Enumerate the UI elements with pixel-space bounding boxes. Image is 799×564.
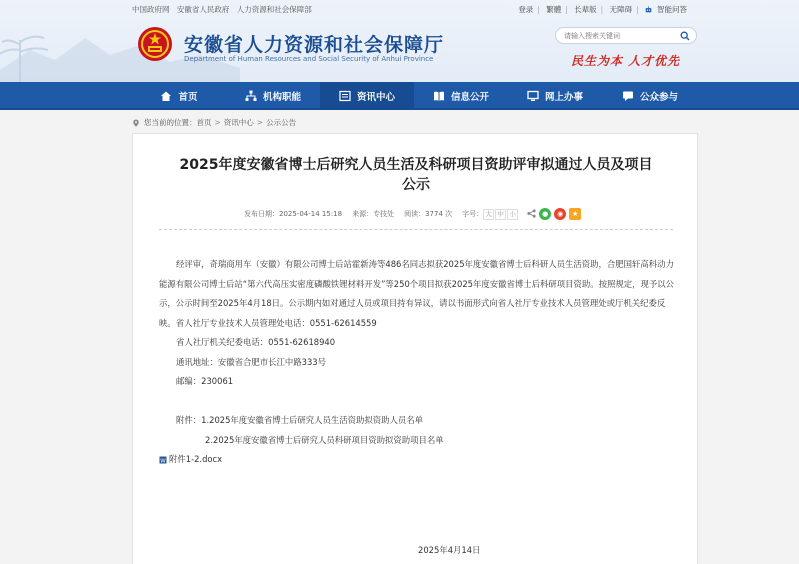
font-size-medium-button[interactable]: 中 [495,209,506,220]
news-icon [339,90,351,102]
link-anhui-gov[interactable]: 安徽省人民政府 [176,5,230,14]
article-container [132,133,698,564]
article-title: 2025年度安徽省博士后研究人员生活及科研项目资助评审拟通过人员及项目公示 [179,157,653,193]
attachment-1: 附件：1.2025年度安徽省博士后研究人员生活资助拟资助人员名单 [176,415,424,425]
article-meta [244,208,581,220]
home-icon [160,90,172,102]
postcode: 邮编：230061 [176,376,234,386]
breadcrumb-separator: > [214,118,221,127]
publish-date: 发布日期：2025-04-14 15:18 [244,210,343,218]
slogan: 民生为本 人才优先 [571,54,681,68]
font-size-large-button[interactable]: 大 [483,209,494,220]
breadcrumb-home[interactable]: 首页 [196,118,212,127]
article-body [159,255,677,470]
svg-text:W: W [160,458,166,464]
font-size-label: 字号： [462,210,484,218]
main-nav [0,82,799,110]
attachment-file-link[interactable]: W 附件1-2.docx [160,454,223,464]
font-size-small-button[interactable]: 小 [507,209,518,220]
elder-mode-link[interactable]: 长辈版 [574,5,597,14]
favorite-star-icon[interactable]: ★ [569,208,581,220]
nav-organization[interactable]: 机构职能 [226,82,320,110]
breadcrumb-separator: > [256,118,264,127]
link-mohrss[interactable]: 人力资源和社会保障部 [236,5,312,14]
search-box [555,27,697,44]
breadcrumb-notice[interactable]: 公示公告 [266,118,297,127]
org-icon [245,90,257,102]
location-pin-icon [132,119,140,127]
breadcrumb-news[interactable]: 资讯中心 [223,118,254,127]
weibo-share-icon[interactable]: ◉ [554,208,566,220]
nav-news-center[interactable]: 资讯中心 [320,82,414,110]
body-paragraph: 经评审，奇瑞商用车（安徽）有限公司博士后站霍新涛等486名同志拟获2025年度安徽省博士后科研人员生活资助，合肥国轩高科动力能源有限公司博士后站“第六代高压实密度磷酸铁锂材料开发”等250个项目拟获2025年度安徽省博士后科研项目资助。按照规定，现予以公示，公示时间至2025年4月18日。公示期内如对通过人员或项目持有异议，请以书面形式向省人社厅专业技术人员管理处或厅机关纪委反映。省人社厅专业技术人员管理处电话：0551-62614559 [159,259,674,328]
nav-home[interactable]: 首页 [132,82,226,110]
chat-icon [622,90,634,102]
traditional-link[interactable]: 繁體 [546,5,562,14]
breadcrumb-prefix: 您当前的位置： [144,118,197,127]
book-icon [433,90,445,102]
word-doc-icon [159,456,167,464]
article-source: 来源：专技处 [352,210,395,218]
top-links-right: 登录 | 繁體 | 长辈版 | 无障碍 | 智能问答 [515,4,693,15]
sign-date: 2025年4月14日 [418,545,481,555]
accessible-link[interactable]: 无障碍 [609,5,633,14]
nav-info-disclosure[interactable]: 信息公开 [414,82,508,110]
discipline-phone: 省人社厅机关纪委电话：0551-62618940 [176,337,336,347]
nav-online-service[interactable]: 网上办事 [508,82,602,110]
login-link[interactable]: 登录 [518,5,534,14]
blank-line [159,392,677,412]
mail-address: 通讯地址：安徽省合肥市长江中路333号 [176,356,326,367]
site-subtitle: Department of Human Resources and Social Security of Anhui Province [184,55,434,63]
national-emblem-icon [137,26,173,62]
share-icon[interactable] [527,209,536,219]
site-header [0,0,799,82]
robot-icon [645,6,652,13]
view-count: 阅读：3774 次 [404,210,453,218]
meta-divider [159,229,673,230]
nav-public-participation[interactable]: 公众参与 [602,82,698,110]
breadcrumb [132,117,296,128]
link-gov-cn[interactable]: 中国政府网 [132,5,170,14]
wechat-share-icon[interactable]: ● [539,208,551,220]
search-input[interactable] [564,29,674,42]
smart-qa-link[interactable]: 智能问答 [642,5,693,14]
monitor-icon [527,90,539,102]
search-icon[interactable] [680,31,690,41]
site-title: 安徽省人力资源和社会保障厅 [184,34,445,56]
top-links-left [132,4,317,15]
attachment-2: 2.2025年度安徽省博士后研究人员科研项目资助拟资助项目名单 [205,434,444,445]
